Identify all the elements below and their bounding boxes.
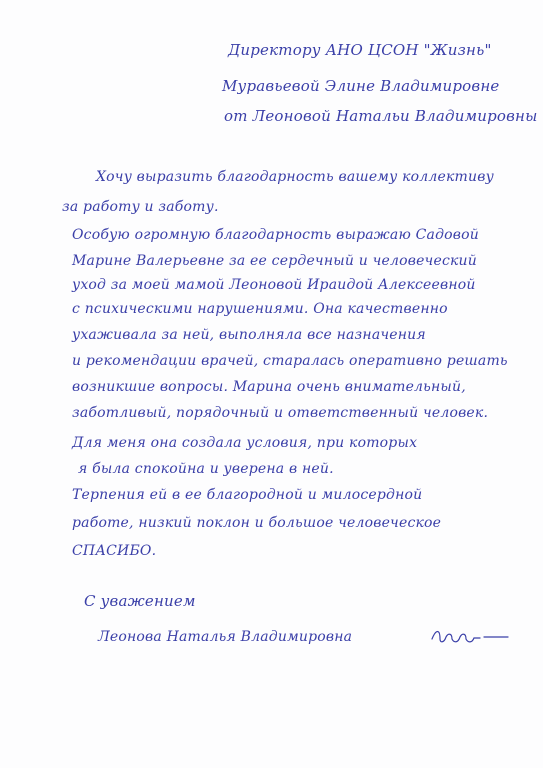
body-line-2: за работу и заботу. (62, 199, 219, 215)
body-line-9: возникшие вопросы. Марина очень внимательный, (72, 379, 466, 395)
body-line-14: работе, низкий поклон и большое человеческое (72, 515, 442, 531)
signature-mark (430, 625, 510, 649)
body-line-12: я была спокойна и уверена в ней. (78, 461, 334, 477)
body-line-7: ухаживала за ней, выполняла все назначения (72, 327, 426, 343)
header-line-1: Директору АНО ЦСОН "Жизнь" (228, 41, 492, 59)
closing-regards: С уважением (84, 592, 196, 610)
header-line-2: Муравьевой Элине Владимировне (222, 77, 500, 95)
body-line-10: заботливый, порядочный и ответственный человек. (72, 405, 489, 421)
header-line-3: от Леоновой Натальи Владимировны (224, 107, 538, 125)
body-line-11: Для меня она создала условия, при которых (72, 435, 418, 451)
body-line-3: Особую огромную благодарность выражаю Садовой (72, 227, 479, 243)
body-line-1: Хочу выразить благодарность вашему коллективу (96, 169, 494, 185)
body-line-8: и рекомендации врачей, старалась оперативно решать (72, 353, 508, 369)
body-line-4: Марине Валерьевне за ее сердечный и человеческий (72, 253, 477, 269)
body-line-15: СПАСИБО. (72, 543, 157, 559)
body-line-5: уход за моей мамой Леоновой Ираидой Алексеевной (72, 277, 476, 293)
body-line-13: Терпения ей в ее благородной и милосердной (72, 487, 423, 503)
body-line-6: с психическими нарушениями. Она качественно (72, 301, 448, 317)
closing-name: Леонова Наталья Владимировна (98, 629, 353, 645)
